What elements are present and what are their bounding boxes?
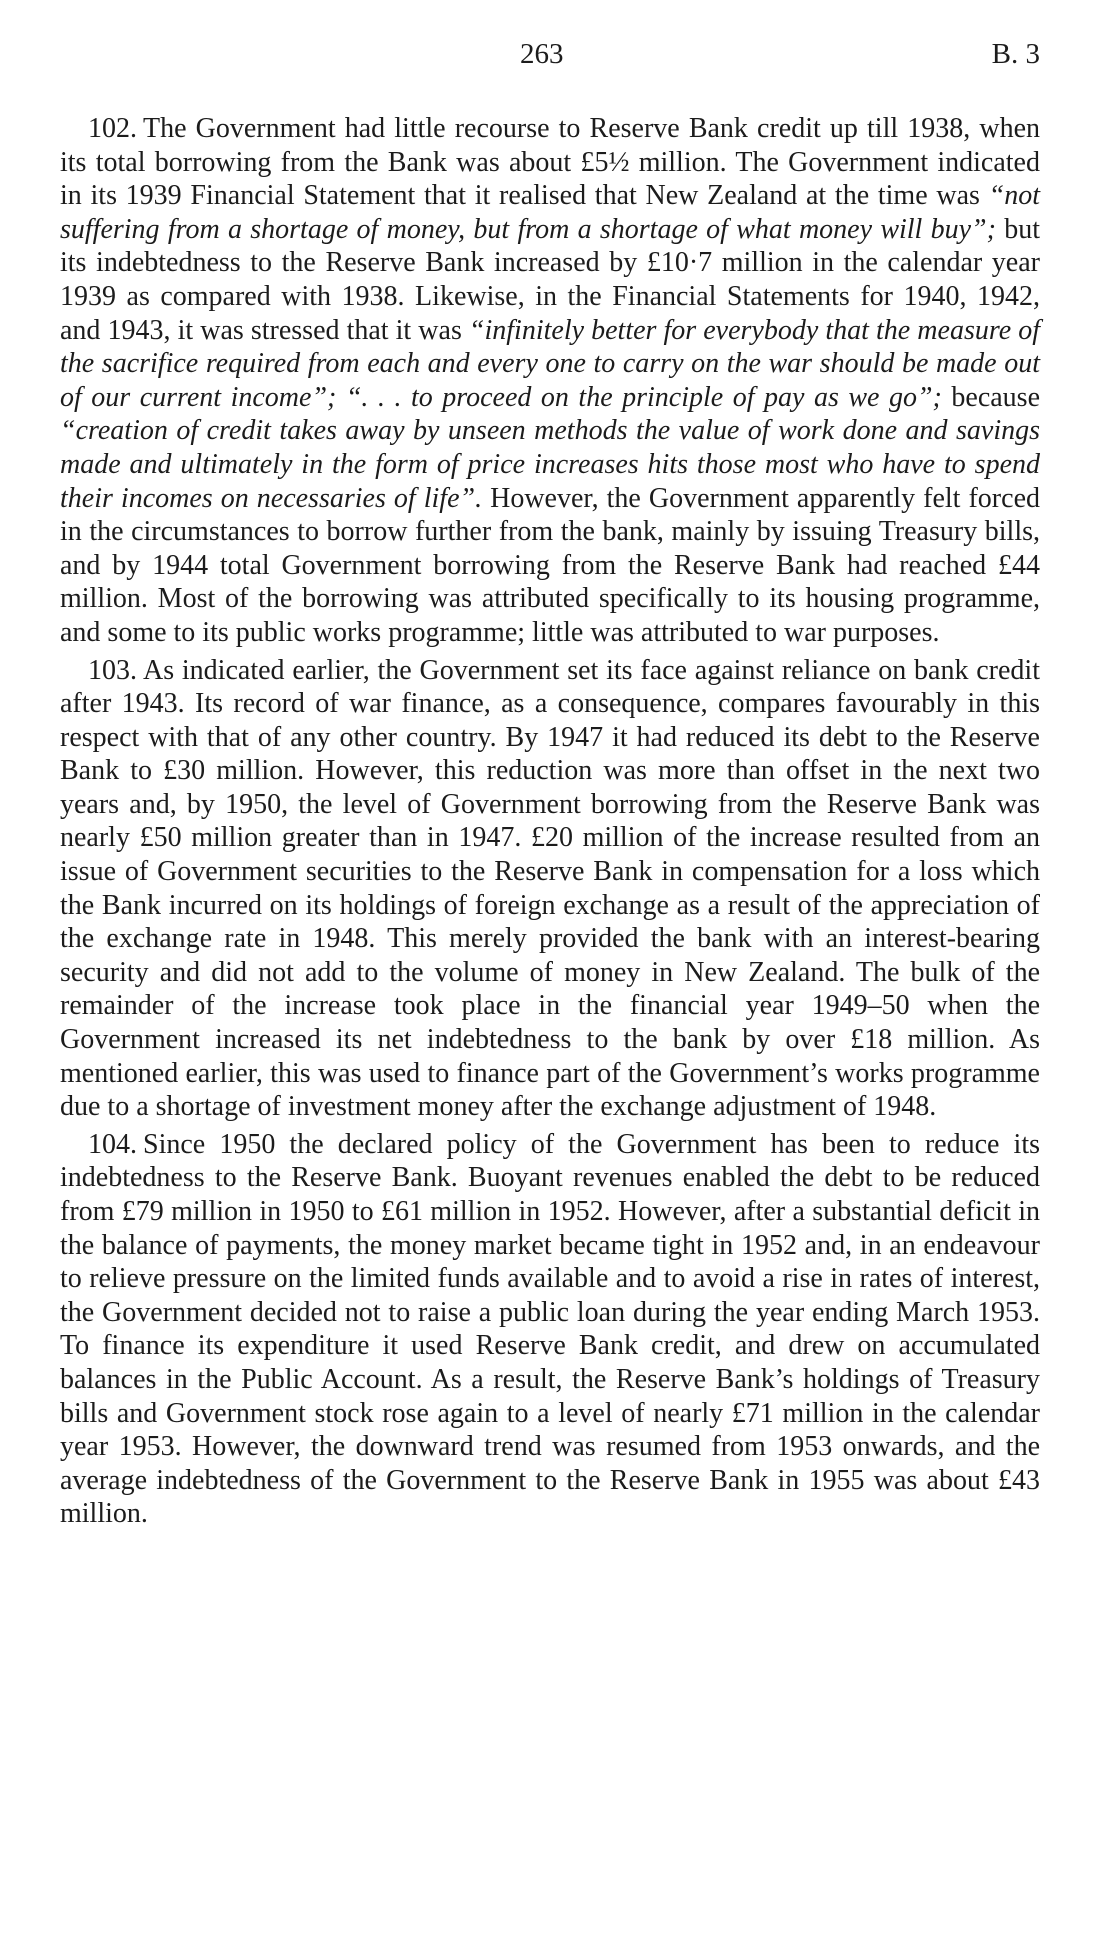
paragraph-104 (60, 1128, 1040, 1531)
paragraph-number: 102. (88, 113, 137, 144)
paragraph-text: The Government had little recourse to Reserve Bank credit up till 1938, when its total borrowing from the Bank was about £5½ million. The Government indicated in its 1939 Financial Statement that it realised that New Zealand at the time was (60, 113, 1040, 212)
paragraph-text: because (941, 381, 1040, 413)
page-number: 263 (520, 38, 564, 70)
paragraph-text: Since 1950 the declared policy of the Government has been to reduce its indebtedness to the Reserve Bank. Buoyant revenues enabled the debt to be reduced from £79 million in 1950 to £61 million in 1952. However, after a substantial deficit in the balance of payments, the money market became tight in 1952 and, in an endeavour to relieve pressure on the limited funds available and to avoid a rise in rates of interest, the Government decided not to raise a public loan during the year ending March 1953. To finance its expenditure it used Reserve Bank credit, and drew on accumulated balances in the Public Account. As a result, the Reserve Bank’s holdings of Treasury bills and Government stock rose again to a level of nearly £71 million in the calendar year 1953. However, the downward trend was resumed from 1953 onwards, and the average indebtedness of the Government to the Reserve Bank in 1955 was about £43 million. (60, 1128, 1040, 1530)
paragraph-number: 103. (88, 654, 137, 686)
paragraph-102 (60, 112, 1040, 650)
paragraph-text: As indicated earlier, the Government set its face against reliance on bank credit after 1943. Its record of war finance, as a consequence, compares favourably in this respect with that of any other country. By 1947 it had reduced its debt to the Reserve Bank to £30 million. However, this reduction was more than offset in the next two years and, by 1950, the level of Government borrowing from the Reserve Bank was nearly £50 million greater than in 1947. £20 million of the increase resulted from an issue of Government securities to the Reserve Bank in compensation for a loss which the Bank incurred on its holdings of foreign exchange as a result of the appreciation of the exchange rate in 1948. This merely provided the bank with an interest-bearing security and did not add to the volume of money in New Zealand. The bulk of the remainder of the increase took place in the financial year 1949–50 when the Government increased its net indebtedness to the bank by over £18 million. As mentioned earlier, this was used to finance part of the Government’s works programme due to a shortage of investment money after the exchange adjustment of 1948. (60, 654, 1040, 1123)
quotation: “infinitely better for everybody that the measure of the sacrifice required from each and every one to carry on the war should be made out of our current income”; “. . . to proceed on the principle of pay as we go”; (60, 314, 1040, 413)
quotation: “creation of credit takes away by unseen methods the value of work done and savings made and ultimately in the form of price increases hits those most who have to spend their incomes on necessaries of life”. (60, 415, 1040, 514)
body-text (60, 112, 1040, 1535)
paragraph-103 (60, 654, 1040, 1124)
paragraph-number: 104. (88, 1128, 137, 1160)
quotation: “not suffering from a shortage of money, but from a shortage of what money will buy”; (60, 180, 1040, 245)
paragraph-text: However, the Government apparently felt forced in the circumstances to borrow further from the bank, mainly by issuing Treasury bills, and by 1944 total Government borrowing from the Reserve Bank had reached £44 million. Most of the borrowing was attributed specifically to its housing programme, and some to its public works programme; little was attributed to war purposes. (60, 482, 1040, 648)
paragraph-text: but its indebtedness to the Reserve Bank increased by £10·7 million in the calendar year 1939 as compared with 1938. Likewise, in the Financial Statements for 1940, 1942, and 1943, it was stressed that it was (60, 213, 1040, 346)
page-header (60, 38, 1040, 78)
document-reference: B. 3 (991, 38, 1040, 70)
